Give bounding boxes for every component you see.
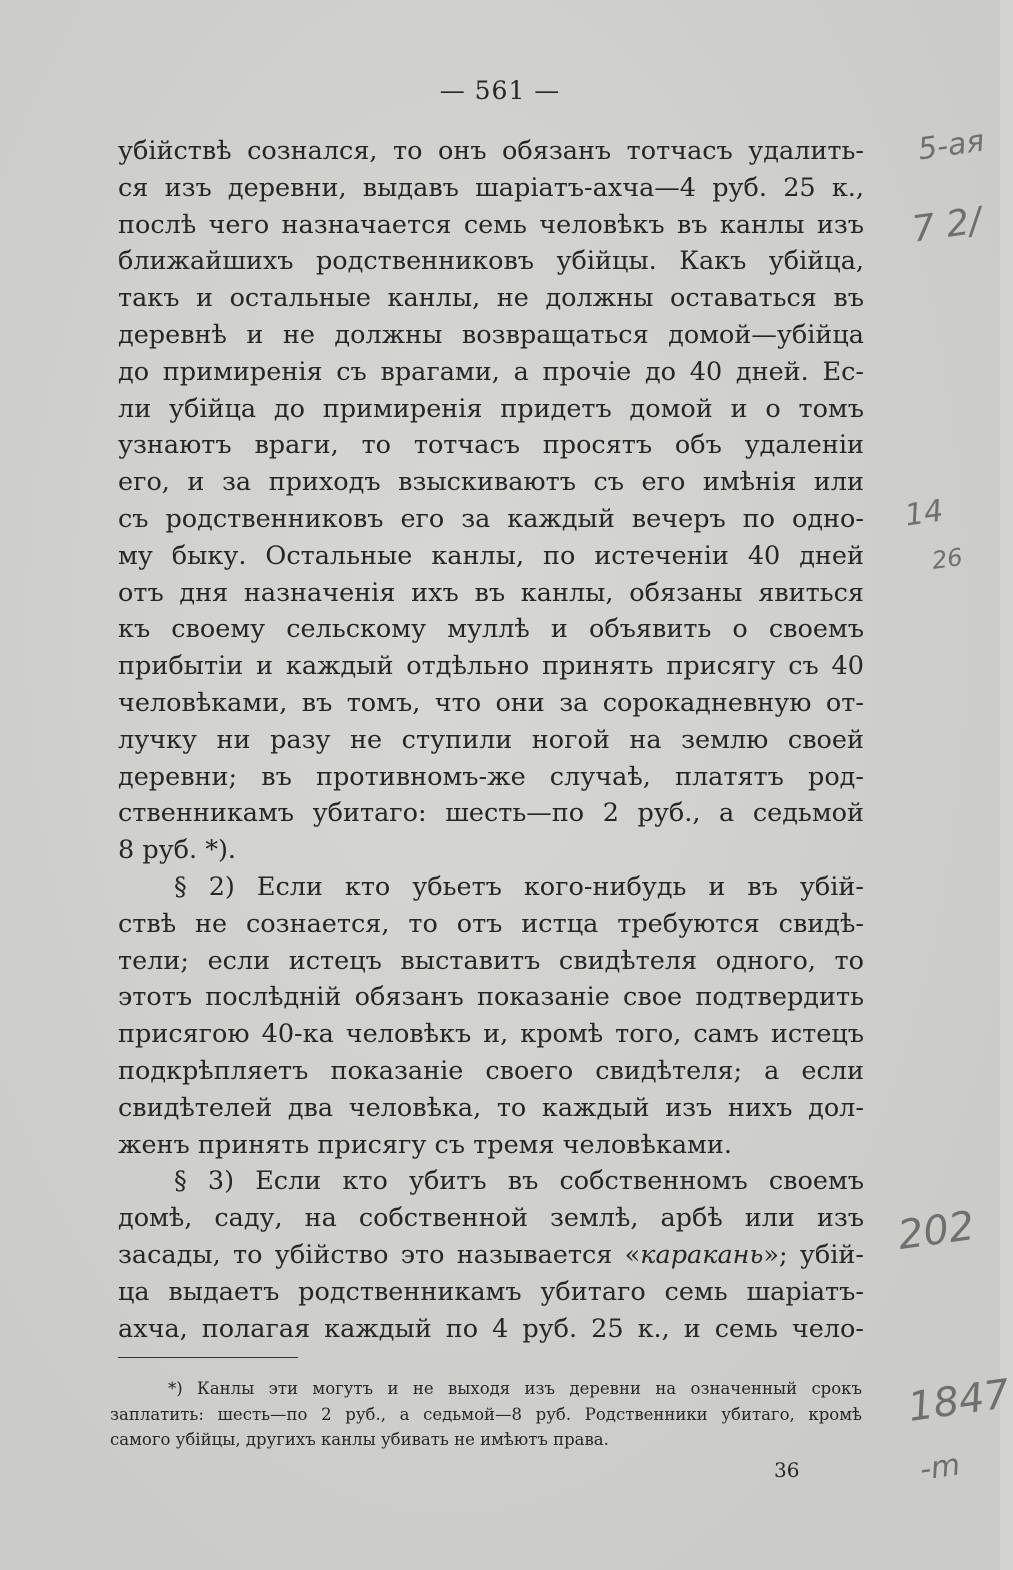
margin-note: 7 2/ xyxy=(909,200,984,251)
footnote-separator xyxy=(118,1357,298,1358)
text-line: узнаютъ враги, то тотчасъ просятъ объ удаленіи xyxy=(118,430,864,461)
text-line: § 2) Если кто убьетъ кого-нибудь и въ убій- xyxy=(174,871,864,902)
text-line: съ родственниковъ его за каждый вечеръ по одно- xyxy=(118,503,864,534)
text-line: послѣ чего назначается семь человѣкъ въ канлы изъ xyxy=(118,209,864,240)
text-line: тели; если истецъ выставитъ свидѣтеля одного, то xyxy=(118,945,864,976)
signature-mark: 36 xyxy=(774,1458,800,1482)
main-text xyxy=(118,133,864,1347)
text-line: этотъ послѣдній обязанъ показаніе свое подтвердить xyxy=(118,982,864,1013)
text-line: ца выдаетъ родственникамъ убитаго семь шаріатъ- xyxy=(118,1276,864,1307)
text-line: человѣками, въ томъ, что они за сорокадневную от- xyxy=(118,687,864,718)
text-line: деревни; въ противномъ-же случаѣ, платятъ род- xyxy=(118,761,864,792)
text-line: убійствѣ сознался, то онъ обязанъ тотчасъ удалить- xyxy=(118,136,864,166)
text-line: деревнѣ и не должны возвращаться домой—убійца xyxy=(118,319,864,350)
text-line: ахча, полагая каждый по 4 руб. 25 к., и семь чело- xyxy=(118,1313,864,1344)
margin-note: 5-ая xyxy=(915,123,987,168)
margin-note: -m xyxy=(917,1447,963,1488)
text-line: ствѣ не сознается, то отъ истца требуются свидѣ- xyxy=(118,908,864,939)
text-line: отъ дня назначенія ихъ въ канлы, обязаны явиться xyxy=(118,577,864,608)
text-line: ближайшихъ родственниковъ убійцы. Какъ убійца, xyxy=(118,246,864,277)
footnote-line: *) Канлы эти могутъ и не выходя изъ деревни на означенный срокъ xyxy=(168,1379,862,1398)
text-line: ли убійца до примиренія придетъ домой и о томъ xyxy=(118,393,864,424)
text-line: такъ и остальные канлы, не должны оставаться въ xyxy=(118,283,864,314)
text-line: къ своему сельскому муллѣ и объявить о своемъ xyxy=(118,614,864,645)
text-line: женъ принять присягу съ тремя человѣками. xyxy=(118,1129,732,1160)
footnote-line: самого убійцы, другихъ канлы убивать не имѣютъ права. xyxy=(110,1430,609,1449)
text-line: свидѣтелей два человѣка, то каждый изъ нихъ дол- xyxy=(118,1092,864,1123)
margin-note: 26 xyxy=(930,543,965,575)
text-line: подкрѣпляетъ показаніе своего свидѣтеля; а если xyxy=(118,1055,864,1086)
text-line xyxy=(118,1237,864,1274)
margin-note: 1847 xyxy=(905,1371,1013,1431)
margin-note: 202 xyxy=(895,1202,978,1260)
text-line: прибытіи и каждый отдѣльно принять присягу съ 40 xyxy=(118,651,864,682)
text-line: его, и за приходъ взыскиваютъ съ его имѣнія или xyxy=(118,467,864,498)
text-line: до примиренія съ врагами, а прочіе до 40 дней. Ес- xyxy=(118,356,864,387)
text-line: ся изъ деревни, выдавъ шаріатъ-ахча—4 руб. 25 к., xyxy=(118,172,864,203)
text-line: § 3) Если кто убитъ въ собственномъ своемъ xyxy=(174,1166,864,1197)
text-segment: »; убій- xyxy=(763,1239,865,1270)
footnote-line: заплатить: шесть—по 2 руб., а седьмой—8 руб. Родственники убитаго, кромѣ xyxy=(110,1404,862,1424)
page-number: — 561 — xyxy=(439,76,561,105)
footnotes xyxy=(110,1376,862,1453)
margin-note: 14 xyxy=(902,493,946,534)
text-segment: засады, то убійство это называется « xyxy=(118,1239,641,1270)
text-line: 8 руб. *). xyxy=(118,835,237,866)
text-line: лучку ни разу не ступили ногой на землю своей xyxy=(118,724,864,755)
emphasized-term: каракань xyxy=(640,1239,764,1270)
text-line: ственникамъ убитаго: шесть—по 2 руб., а седьмой xyxy=(118,798,864,829)
text-line: присягою 40-ка человѣкъ и, кромѣ того, самъ истецъ xyxy=(118,1019,864,1050)
text-line: домѣ, саду, на собственной землѣ, арбѣ или изъ xyxy=(118,1203,864,1234)
text-line: му быку. Остальные канлы, по истеченіи 40 дней xyxy=(118,540,864,571)
